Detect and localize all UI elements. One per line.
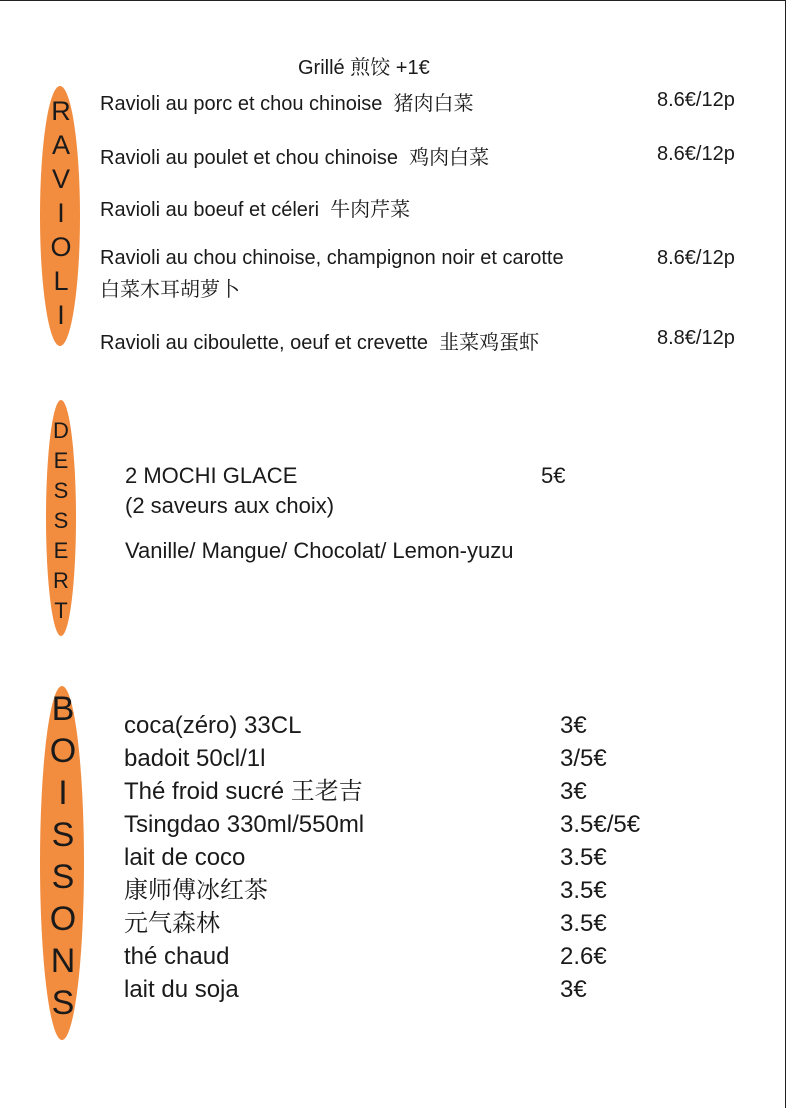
- dessert-section-title: [47, 416, 75, 626]
- section-letter: L: [53, 266, 69, 296]
- section-letter: E: [53, 448, 69, 473]
- beverage-price: 3€: [560, 778, 587, 805]
- menu-item-price: 8.8€/12p: [657, 327, 735, 349]
- menu-item-french: Ravioli au poulet et chou chinoise: [100, 147, 398, 169]
- beverage-name: Thé froid sucré 王老吉: [124, 778, 363, 805]
- section-letter: O: [50, 232, 72, 262]
- section-letter: O: [49, 900, 77, 938]
- section-letter: R: [53, 568, 69, 593]
- section-letter: S: [51, 816, 75, 854]
- beverage-price: 3.5€: [560, 910, 607, 937]
- menu-item-french: Ravioli au porc et chou chinoise: [100, 93, 383, 115]
- beverage-name: badoit 50cl/1l: [124, 745, 266, 772]
- menu-item-chinese: 韭菜鸡蛋虾: [439, 332, 540, 354]
- dessert-flavors: Vanille/ Mangue/ Chocolat/ Lemon-yuzu: [125, 538, 514, 563]
- dessert-item-name: 2 MOCHI GLACE: [125, 463, 298, 488]
- beverage-name: lait de coco: [124, 844, 246, 871]
- menu-item-chinese: 白菜木耳胡萝卜: [100, 279, 240, 301]
- beverage-price: 3.5€/5€: [560, 811, 641, 838]
- menu-item-name: [100, 141, 489, 170]
- beverage-price: 3€: [560, 976, 587, 1003]
- ravioli-section-title: [46, 94, 76, 332]
- beverage-list: [124, 709, 364, 1006]
- menu-item-chinese: 猪肉白菜: [393, 93, 474, 115]
- section-letter: S: [51, 858, 75, 896]
- section-letter: T: [54, 598, 68, 623]
- beverage-name: 元气森林: [124, 910, 220, 937]
- menu-item-name: [100, 87, 474, 116]
- section-letter: D: [53, 418, 69, 443]
- menu-item-chinese: 牛肉芹菜: [330, 199, 411, 221]
- menu-item-french: Ravioli au ciboulette, oeuf et crevette: [100, 332, 428, 354]
- menu-item-price: 8.6€/12p: [657, 89, 735, 111]
- beverage-name: lait du soja: [124, 976, 239, 1003]
- section-letter: E: [53, 538, 69, 563]
- menu-item-name: Ravioli au chou chinoise, champignon noir et carotte: [100, 247, 564, 269]
- beverage-name: thé chaud: [124, 943, 230, 970]
- section-letter: N: [50, 942, 76, 980]
- beverage-price: 2.6€: [560, 943, 607, 970]
- beverage-price: 3.5€: [560, 877, 607, 904]
- section-letter: V: [51, 164, 70, 194]
- section-letter: A: [51, 130, 70, 160]
- section-letter: S: [53, 508, 69, 533]
- beverage-price: 3.5€: [560, 844, 607, 871]
- menu-item-chinese: 鸡肉白菜: [409, 147, 490, 169]
- beverage-price-list: [560, 709, 640, 1006]
- beverage-name: coca(zéro) 33CL: [124, 712, 302, 739]
- menu-item-name: [100, 326, 539, 355]
- menu-item-price: 8.6€/12p: [657, 247, 735, 269]
- section-letter: I: [58, 774, 68, 812]
- menu-item-price: 8.6€/12p: [657, 143, 735, 165]
- beverage-price: 3€: [560, 712, 587, 739]
- dessert-item-price: 5€: [541, 463, 566, 488]
- section-letter: I: [57, 198, 65, 228]
- beverage-name: Tsingdao 330ml/550ml: [124, 811, 365, 838]
- grill-option-header: Grillé 煎饺 +1€: [298, 57, 430, 79]
- section-letter: B: [51, 690, 75, 728]
- beverage-price: 3/5€: [560, 745, 607, 772]
- menu-item-french: Ravioli au boeuf et céleri: [100, 199, 320, 221]
- menu-item-name: [100, 193, 410, 222]
- section-letter: R: [51, 96, 71, 126]
- section-letter: O: [49, 732, 77, 770]
- section-letter: I: [57, 300, 65, 330]
- boissons-section-title: [45, 688, 81, 1024]
- dessert-item-note: (2 saveurs aux choix): [125, 493, 335, 518]
- beverage-name: 康师傅冰红茶: [124, 877, 268, 904]
- section-letter: S: [53, 478, 69, 503]
- section-letter: S: [51, 984, 75, 1022]
